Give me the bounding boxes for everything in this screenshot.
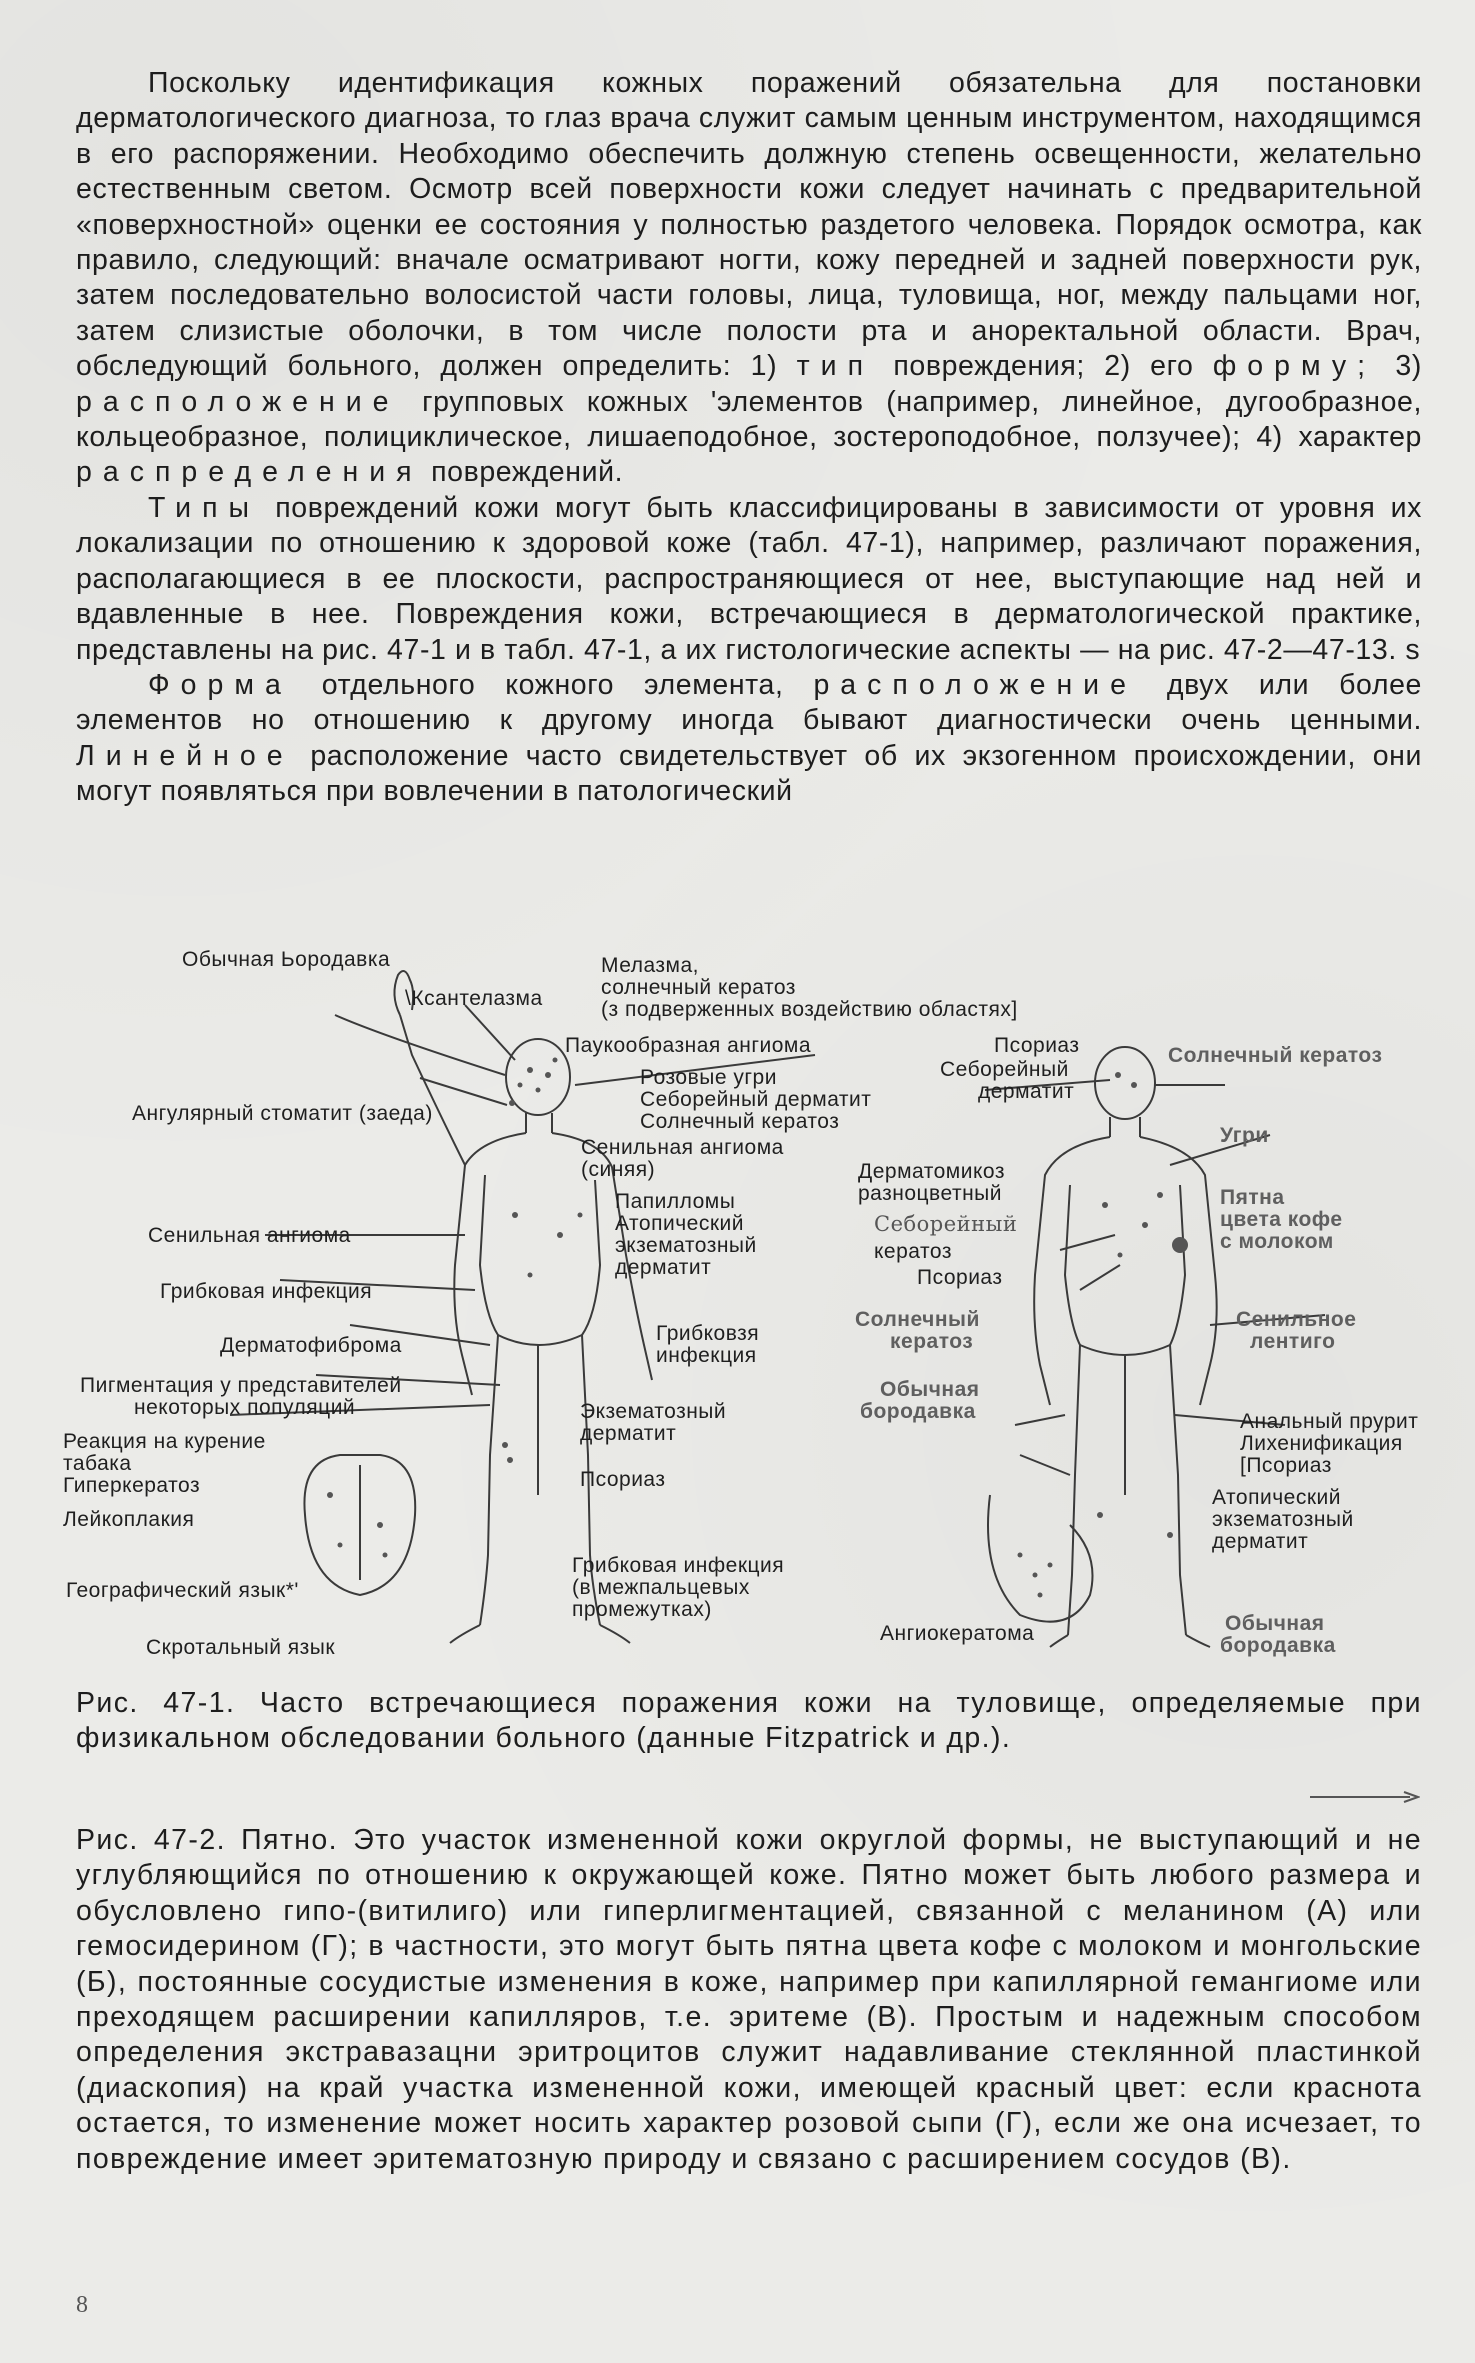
label-angular-stomatitis: Ангулярный стоматит (заеда) [132, 1102, 433, 1125]
label-atopic: Атопический [615, 1212, 744, 1235]
label-eczematous: экзематозный [615, 1234, 757, 1257]
label-spider-angioma: Паукообразная ангиома [565, 1034, 812, 1057]
label-seborrheic-right-1: Себорейный [940, 1058, 1069, 1081]
label-wart-back-1: Обычная [880, 1378, 980, 1401]
label-xanthelasma: \Ксантелазма [405, 987, 543, 1010]
label-atopic-back-1: Атопический [1212, 1486, 1341, 1509]
label-keratosis: кератоз [874, 1240, 952, 1263]
label-papillomas: Папилломы [615, 1190, 736, 1213]
label-fungal: Грибковая инфекция [160, 1280, 373, 1303]
label-dermatomycosis: Дерматомикоз [858, 1160, 1005, 1183]
label-wart-foot-2: бородавка [1220, 1634, 1336, 1657]
label-anal-2: Лихенификация [1240, 1432, 1403, 1455]
label-senile-angioma: Сенильная ангиома [581, 1136, 784, 1159]
label-senile-lentigo-2: лентиго [1250, 1330, 1336, 1353]
label-sun-ker-back-2: кератоз [890, 1330, 974, 1353]
figure-2-caption: Рис. 47-2. Пятно. Это участок измененной кожи округлой формы, не выступающий и не углубляющийся по отношению к окружающей коже. Пятно может быть любого размера и обусловлено гипо-(витилиго) или гиперлигментацией, связанной с меланином (А) или гемосидерином (Г); в частности, это могут быть пятна цвета кофе с молоком и монгольские (Б), постоянные сосудистые изменения в коже, например при капиллярной гемангиоме или преходящем расширении капилляров, т.е. эритеме (В). Простым и надежным способом определения экстравазацни эритроцитов служит надавливание стеклянной пластинкой (диаскопия) на край участка измененной кожи, имеющей красный цвет: если краснота остается, то изменение может носить характер розовой сыпи (Г), если же она исчезает, то повреждение имеет эритематозную природу и связано с расширением сосудов (В). [76, 1824, 1422, 2175]
label-seborrheic-serif: Себорейный [874, 1212, 1018, 1236]
label-pigmentation-2: некоторых популяций [134, 1396, 356, 1419]
label-smoking-1: Реакция на курение [63, 1430, 266, 1453]
figure-47-1 [60, 935, 1450, 1670]
label-psoriasis-top: Псориаз [994, 1034, 1080, 1057]
page-number: 8 [76, 2292, 88, 2318]
label-psoriasis-leg: Псориаз [580, 1468, 666, 1491]
label-senile-angioma-left: Сенильная ангиома [148, 1224, 351, 1247]
label-smoking-2: табака [63, 1452, 132, 1475]
label-senile-lentigo-1: Сенильное [1236, 1308, 1357, 1331]
label-exposed-areas: (з подверженных воздействию областях] [601, 998, 1018, 1021]
label-eczematous-dermatitis-2: дерматит [580, 1422, 677, 1445]
label-rosacea: Розовые угри [640, 1066, 777, 1089]
label-psoriasis-mid: Псориаз [917, 1266, 1003, 1289]
label-dermatofibroma: Дерматофиброма [220, 1334, 402, 1357]
label-cafe-1: Пятна [1220, 1186, 1285, 1209]
label-sun-keratosis-2: Солнечный кератоз [640, 1110, 840, 1133]
label-scrotal-tongue: Скротальный язык [146, 1636, 336, 1659]
label-melazma: Мелазма, [601, 954, 699, 977]
label-multicolor: разноцветный [858, 1182, 1002, 1205]
label-sun-keratosis: солнечный кератоз [601, 976, 796, 999]
continuation-arrow-icon [1310, 1790, 1420, 1804]
label-fungal-toes-3: промежутках) [572, 1598, 712, 1621]
label-atopic-back-3: дерматит [1212, 1530, 1309, 1553]
label-leukoplakia: Лейкоплакия [63, 1508, 195, 1531]
label-pigmentation-1: Пигментация у представителей [80, 1374, 402, 1397]
label-cafe-2: цвета кофе [1220, 1208, 1343, 1231]
label-seborrheic-dermatitis: Себорейный дерматит [640, 1088, 872, 1111]
label-wart-back-2: бородавка [860, 1400, 976, 1423]
label-wart: Обычная Ьородавка [182, 948, 391, 971]
label-fungal-toes-1: Грибковая инфекция [572, 1554, 785, 1577]
label-wart-foot-1: Обычная [1225, 1612, 1325, 1635]
label-seborrheic-right-2: дерматит [978, 1080, 1075, 1103]
label-fungal-hand-1: Грибковзя [656, 1322, 760, 1345]
label-fungal-hand-2: инфекция [656, 1344, 757, 1367]
paragraph-3: Форма отдельного кожного элемента, расположение двух или более элементов но отношению к другому иногда бывают диагностически очень ценными. Линейное расположение часто свидетельствует об их экзогенном происхождении, они могут появляться при вовлечении в патологический [76, 668, 1422, 808]
paragraph-1: Поскольку идентификация кожных поражений обязательна для постановки дерматологического диагноза, то глаз врача служит самым ценным инструментом, находящимся в его распоряжении. Необходимо обеспечить должную степень освещенности, желательно естественным светом. Осмотр всей поверхности кожи следует начинать с предварительной «поверхностной» оценки ее состояния у полностью раздетого человека. Порядок осмотра, как правило, следующий: вначале осматривают ногти, кожу передней и задней поверхности рук, затем последовательно волосистой части головы, лица, туловища, ног, между пальцами ног, затем слизистые оболочки, в том числе полости рта и аноректальной области. Врач, обследующий больного, должен определить: 1) тип повреждения; 2) его форму; 3) расположение групповых кожных 'элементов (например, линейное, дугообразное, кольцеобразное, полициклическое, лишаеподобное, зостероподобное, ползучее); 4) характер распределения повреждений. [76, 67, 1422, 489]
label-sun-keratosis-gray: Солнечный кератоз [1168, 1044, 1383, 1067]
paragraph-2: Типы повреждений кожи могут быть классифицированы в зависимости от уровня их локализации по отношению к здоровой коже (табл. 47-1), например, различают поражения, располагающиеся в ее плоскости, распространяющиеся от нее, выступающие над ней и вдавленные в нее. Повреждения кожи, встречающиеся в дерматологической практике, представлены на рис. 47-1 и в табл. 47-1, а их гистологические аспекты — на рис. 47-2—47-13. s [76, 491, 1422, 666]
intro-text [76, 66, 1422, 810]
label-geographic-tongue: Географический язык*' [66, 1579, 299, 1602]
label-anal-3: [Псориаз [1240, 1454, 1332, 1477]
label-fungal-toes-2: (в межпальцевых [572, 1576, 750, 1599]
label-senile-angioma-blue: (синяя) [581, 1158, 656, 1181]
label-dermatitis: дерматит [615, 1256, 712, 1279]
label-anal-1: Анальный прурит [1240, 1410, 1419, 1433]
label-atopic-back-2: экзематозный [1212, 1508, 1354, 1531]
figure-1-caption: Рис. 47-1. Часто встречающиеся поражения кожи на туловище, определяемые при физикальном обследовании больного (данные Fitzpatrick и др.). [76, 1687, 1422, 1755]
label-angiokeratoma: Ангиокератома [880, 1622, 1035, 1645]
label-hyperkeratosis: Гиперкератоз [63, 1474, 201, 1497]
label-acne: Угри [1220, 1124, 1269, 1147]
label-cafe-3: с молоком [1220, 1230, 1334, 1253]
label-eczematous-dermatitis-1: Экзематозный [580, 1400, 727, 1423]
label-sun-ker-back-1: Солнечный [855, 1308, 980, 1331]
